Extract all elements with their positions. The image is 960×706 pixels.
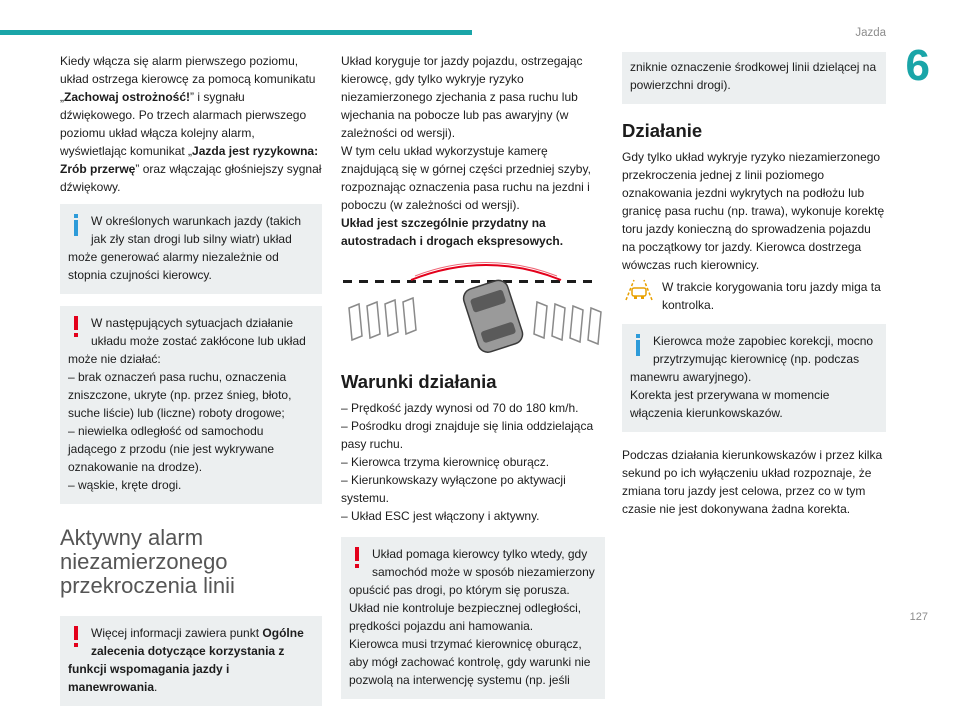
warning-box: W następujących sytuacjach działanie układu może zostać zakłócone lub układ może nie działać: – brak oznaczeń pasa ruchu, oznaczenia zniszczone, ukryte (np. przez śnieg, błoto, suche liście) lub (liczne) roboty drogowe; – niewielka odległość od samochodu jadącego z przodu (nie jest wykrywane oznakowanie na drodze). – wąskie, kręte drogi. bbox=[60, 306, 322, 504]
operation-heading: Działanie bbox=[622, 120, 703, 141]
header-accent-bar bbox=[0, 30, 472, 35]
list-item: – Prędkość jazdy wynosi od 70 do 180 km/h. bbox=[341, 401, 579, 415]
warning-box: Układ pomaga kierowcy tylko wtedy, gdy samochód może w sposób niezamierzony opuścić pas drogi, po którym się porusza. Układ nie kontroluje bezpiecznej odległości, prędkości pojazdu ani hamowania. Kierowca musi trzymać kierownicę oburącz, aby mógł zachować kontrolę, gdy warunki nie pozwolą na interwencję systemu (np. jeśli bbox=[341, 537, 605, 699]
closing-paragraph: Podczas działania kierunkowskazów i przez kilka sekund po ich wyłączeniu układ rozpoznaje, że zmiana toru jazdy jest celowa, przez co w tym czasie nie jest dokonywana żadna korekta. bbox=[622, 448, 883, 516]
lane-warning-lamp-icon bbox=[622, 278, 656, 302]
column-3 bbox=[622, 52, 886, 518]
warning-icon bbox=[349, 545, 369, 573]
continued-warning-box: zniknie oznaczenie środkowej linii dzielącej na powierzchni drogi). bbox=[622, 52, 886, 104]
conditions-heading: Warunki działania bbox=[341, 371, 497, 392]
car-silhouette bbox=[461, 278, 525, 355]
column-1 bbox=[60, 52, 322, 706]
warning-icon bbox=[68, 314, 88, 342]
warning-box-reference: Więcej informacji zawiera punkt Ogólne zalecenia dotyczące korzystania z funkcji wspomagania jazdy i manewrowania. bbox=[60, 616, 322, 706]
chapter-number: 6 bbox=[905, 41, 930, 90]
info-box: Kierowca może zapobiec korekcji, mocno przytrzymując kierownicę (np. podczas manewru awaryjnego). Korekta jest przerywana w momencie włączenia kierunkowskazów. bbox=[622, 324, 886, 432]
warning-icon bbox=[68, 624, 88, 652]
section-title: Aktywny alarm niezamierzonego przekroczenia linii bbox=[60, 525, 235, 598]
intro-paragraph: Kiedy włącza się alarm pierwszego poziomu, układ ostrzega kierowcę za pomocą komunikatu „Zachowaj ostrożność!” i sygnału dźwiękowego. Po trzech alarmach pierwszego poziomu układ włącza kolejny alarm, wyświetlając komunikat „Jazda jest ryzykowna: Zrób przerwę” oraz włączając głośniejszy sygnał dźwiękowy. bbox=[60, 54, 322, 194]
column-2 bbox=[341, 52, 605, 699]
info-icon bbox=[68, 212, 88, 240]
operation-paragraph: Gdy tylko układ wykryje ryzyko niezamierzonego przekroczenia jednej z linii poziomego oznakowania jezdni wykrytych na podłożu lub granicę pasa ruchu (np. trawa), wykonuje korektę toru jazdy konieczną do sprowadzenia pojazdu na początkowy tor jazdy. Kierowca dostrzega wówczas ruch kierownicy. bbox=[622, 150, 885, 272]
list-item: – Układ ESC jest włączony i aktywny. bbox=[341, 509, 540, 523]
list-item: – Kierunkowskazy wyłączone po aktywacji systemu. bbox=[341, 473, 566, 505]
dashed-lane-line bbox=[343, 280, 592, 283]
list-item: – Kierowca trzyma kierownicę oburącz. bbox=[341, 455, 550, 469]
info-icon bbox=[630, 332, 650, 360]
warning-arc bbox=[411, 265, 561, 280]
intro-paragraph: Układ koryguje tor jazdy pojazdu, ostrzegając kierowcę, gdy tylko wykryje ryzyko niezamierzonego zjechania z pasa ruchu lub wjechania na pobocze lub pas awaryjny (w zależności od wersji). bbox=[341, 54, 583, 140]
lamp-note: W trakcie korygowania toru jazdy miga ta kontrolka. bbox=[622, 278, 886, 314]
conditions-list bbox=[341, 399, 605, 525]
page-number: 127 bbox=[909, 611, 928, 623]
running-header: Jazda bbox=[855, 27, 886, 39]
camera-paragraph: W tym celu układ wykorzystuje kamerę znajdującą się w górnej części przedniej szyby, rozpoznając oznaczenia pasa ruchu na jezdni i poboczu (w zależności od wersji). bbox=[341, 144, 591, 212]
lane-keeping-illustration bbox=[341, 264, 605, 354]
bold-note: Układ jest szczególnie przydatny na autostradach i drogach ekspresowych. bbox=[341, 216, 564, 248]
list-item: – Pośrodku drogi znajduje się linia oddzielająca pasy ruchu. bbox=[341, 419, 594, 451]
info-box: W określonych warunkach jazdy (takich jak zły stan drogi lub silny wiatr) układ może generować alarmy niezależnie od stopnia czujności kierowcy. bbox=[60, 204, 322, 294]
